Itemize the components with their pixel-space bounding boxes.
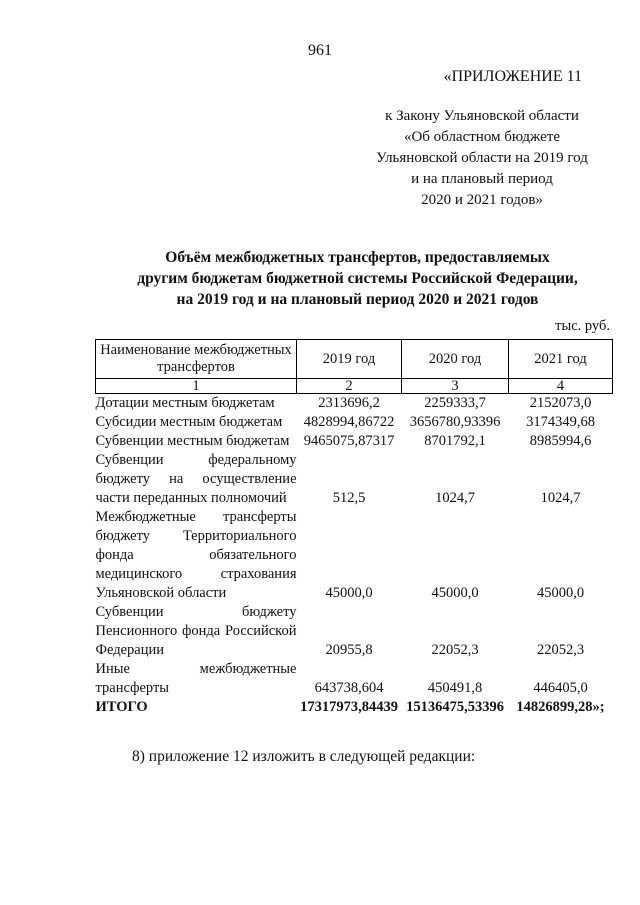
table-title (80, 247, 635, 310)
value-2020: 22052,3 (431, 642, 479, 658)
transfer-name: Иные межбюджетные трансферты (95, 661, 297, 696)
column-number: 1 (96, 379, 297, 394)
value-2021: 1024,7 (540, 490, 581, 506)
table-row (96, 508, 613, 603)
transfer-name: Субсидии местным бюджетам (95, 414, 283, 430)
value-2021: 446405,0 (533, 680, 588, 696)
table-row (96, 660, 613, 698)
table-row (96, 451, 613, 508)
value-2019: 2313696,2 (318, 395, 380, 411)
column-number: 4 (509, 379, 613, 394)
table-title-line: на 2019 год и на плановый период 2020 и 2021 годов (176, 291, 539, 308)
value-2019: 9465075,87317 (303, 433, 395, 449)
transfer-name: Субвенции бюджету Пенсионного фонда Российской Федерации (95, 604, 297, 658)
transfer-name: Межбюджетные трансферты бюджету Территориального фонда обязательного медицинского страхования Ульяновской области (95, 509, 297, 601)
law-reference (357, 106, 607, 211)
units-label: тыс. руб. (555, 318, 610, 334)
appendix-title: «ПРИЛОЖЕНИЕ 11 (443, 68, 582, 85)
value-2020: 3656780,93396 (409, 414, 501, 430)
law-reference-line: и на плановый период (411, 171, 553, 187)
table-row (96, 432, 613, 451)
total-label: ИТОГО (95, 699, 148, 715)
law-reference-line: 2020 и 2021 годов» (421, 192, 543, 208)
column-header-2020: 2020 год (402, 340, 509, 379)
value-2020: 2259333,7 (424, 395, 486, 411)
table-row (96, 394, 613, 414)
value-2019: 512,5 (332, 490, 366, 506)
transfer-name: Субвенции местным бюджетам (95, 433, 290, 449)
value-2019: 45000,0 (325, 585, 373, 601)
value-2021: 22052,3 (536, 642, 585, 658)
column-number: 3 (402, 379, 509, 394)
table-row (96, 413, 613, 432)
law-reference-line: к Закону Ульяновской области (385, 108, 579, 124)
column-header-name: Наименование межбюджетных трансфертов (96, 340, 297, 379)
table-title-line: Объём межбюджетных трансфертов, предоставляемых (165, 249, 550, 266)
value-2021: 8985994,6 (529, 433, 592, 449)
value-2021: 3174349,68 (526, 414, 595, 430)
page-number: 961 (308, 42, 332, 59)
value-2020: 8701792,1 (424, 433, 486, 449)
value-2019: 4828994,86722 (303, 414, 395, 430)
value-2021: 45000,0 (536, 585, 585, 601)
column-number: 2 (297, 379, 402, 394)
table-header-row (96, 340, 613, 379)
total-row (96, 698, 613, 716)
column-header-2021: 2021 год (509, 340, 613, 379)
transfer-name: Дотации местным бюджетам (95, 395, 275, 411)
footer-text: 8) приложение 12 изложить в следующей редакции: (132, 748, 476, 765)
total-2021: 14826899,28»; (516, 699, 605, 715)
table-row (96, 603, 613, 660)
total-2019: 17317973,84439 (300, 699, 398, 715)
transfer-name: Субвенции федеральному бюджету на осуществление части переданных полномочий (95, 452, 297, 506)
value-2020: 1024,7 (435, 490, 475, 506)
value-2019: 20955,8 (325, 642, 373, 658)
value-2021: 2152073,0 (529, 395, 592, 411)
column-header-2019: 2019 год (297, 340, 402, 379)
transfers-table (95, 339, 613, 716)
table-title-line: другим бюджетам бюджетной системы Российской Федерации, (137, 270, 578, 287)
law-reference-line: «Об областном бюджете (403, 129, 561, 145)
total-2020: 15136475,53396 (406, 699, 504, 715)
value-2020: 45000,0 (431, 585, 479, 601)
value-2019: 643738,604 (314, 680, 384, 696)
column-numbers-row (96, 379, 613, 394)
law-reference-line: Ульяновской области на 2019 год (376, 150, 588, 166)
value-2020: 450491,8 (427, 680, 483, 696)
